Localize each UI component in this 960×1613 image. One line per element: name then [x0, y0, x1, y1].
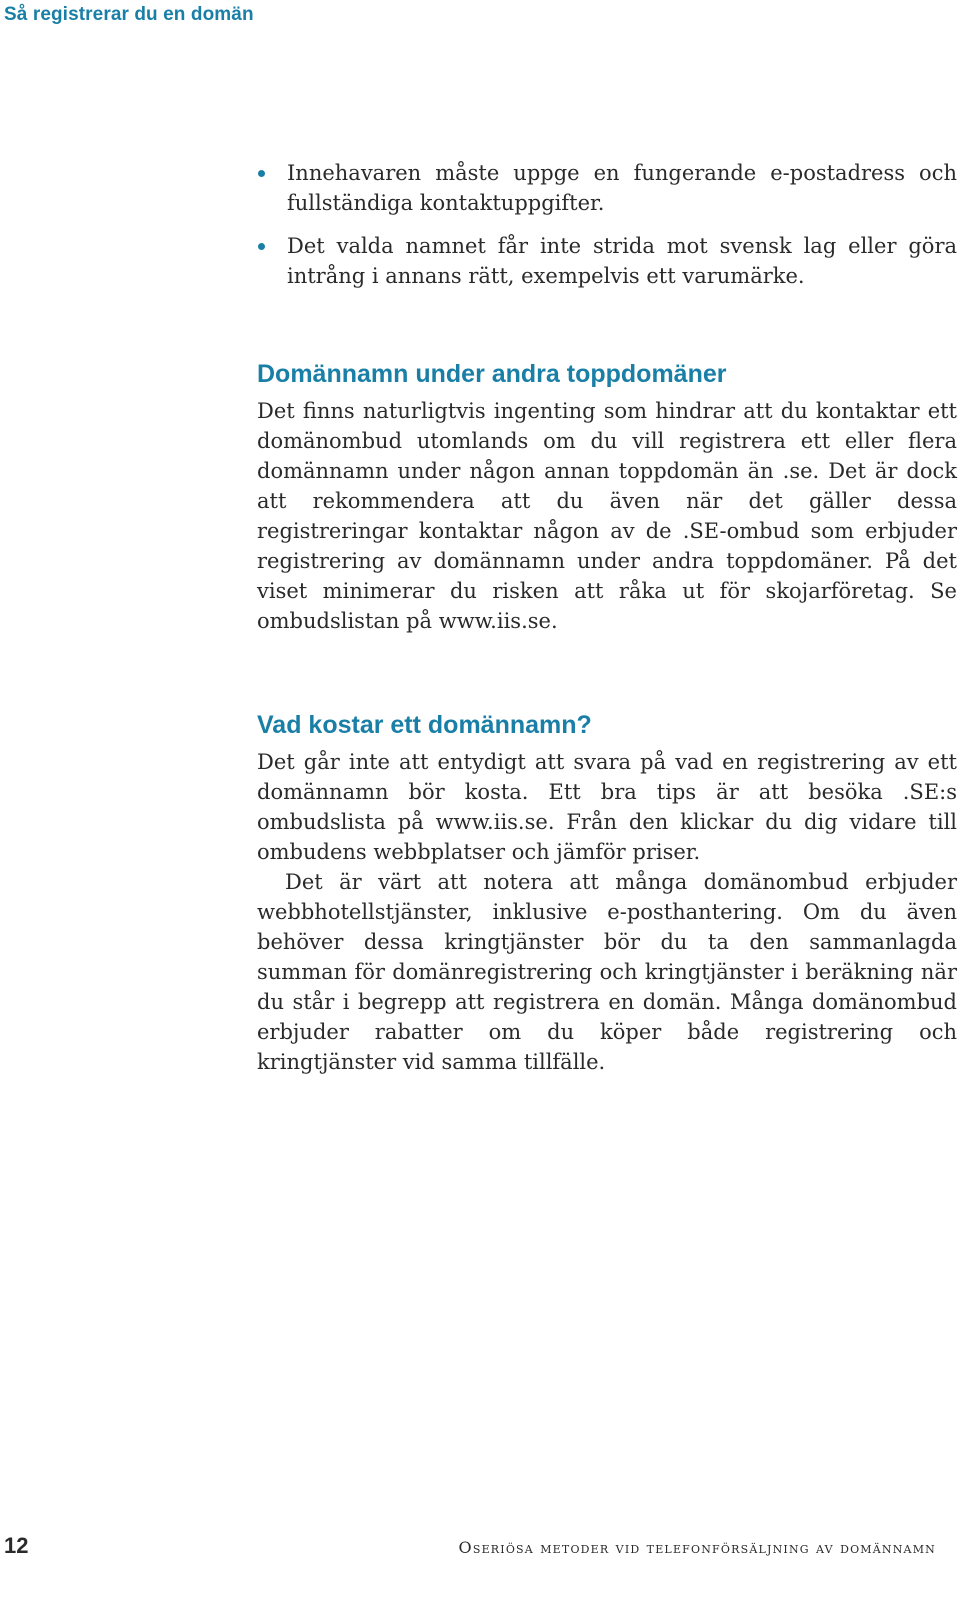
requirements-list	[257, 158, 957, 291]
bullet-icon	[258, 170, 265, 177]
footer-publication-title: Oseriösa metoder vid telefonförsäljning av domännamn	[458, 1538, 936, 1557]
section-paragraph: Det går inte att entydigt att svara på vad en registrering av ett domännamn bör kosta. Ett bra tips är att besöka .SE:s ombudslista på www.iis.se. Från den klickar du dig vidare till ombudens webbplatser och jämför priser.	[257, 750, 957, 864]
main-content	[257, 158, 957, 1077]
section-paragraph: Det är värt att notera att många domänombud erbjuder webbhotellstjänster, inklusive e-posthantering. Om du även behöver dessa kringtjänster bör du ta den sammanlagda summan för domänregistrering och kringtjänster i beräkning när du står i begrepp att registrera en domän. Många domänombud erbjuder rabatter om du köper både registrering och kringtjänster vid samma tillfälle.	[257, 870, 957, 1074]
bullet-icon	[258, 243, 265, 250]
list-item-text: Innehavaren måste uppge en fungerande e-postadress och fullständiga kontaktuppgifter.	[287, 161, 957, 215]
section-heading: Vad kostar ett domännamn?	[257, 711, 592, 739]
list-item	[257, 231, 957, 291]
running-header-title: Så registrerar du en domän	[4, 4, 254, 25]
list-item-text: Det valda namnet får inte strida mot svensk lag eller göra intrång i annans rätt, exempelvis ett varumärke.	[287, 234, 957, 288]
list-item	[257, 158, 957, 218]
page-number: 12	[4, 1533, 29, 1558]
section-other-tlds	[257, 358, 957, 636]
section-domain-cost	[257, 709, 957, 1077]
section-paragraph: Det finns naturligtvis ingenting som hindrar att du kontaktar ett domänombud utomlands om du vill registrera ett eller flera domännamn under någon annan toppdomän än .se. Det är dock att rekommendera att du även när det gäller dessa registreringar kontaktar någon av de .SE-ombud som erbjuder registrering av domännamn under andra toppdomäner. På det viset minimerar du risken att råka ut för skojarföretag. Se ombudslistan på www.iis.se.	[257, 399, 957, 633]
section-heading: Domännamn under andra toppdomäner	[257, 360, 727, 388]
